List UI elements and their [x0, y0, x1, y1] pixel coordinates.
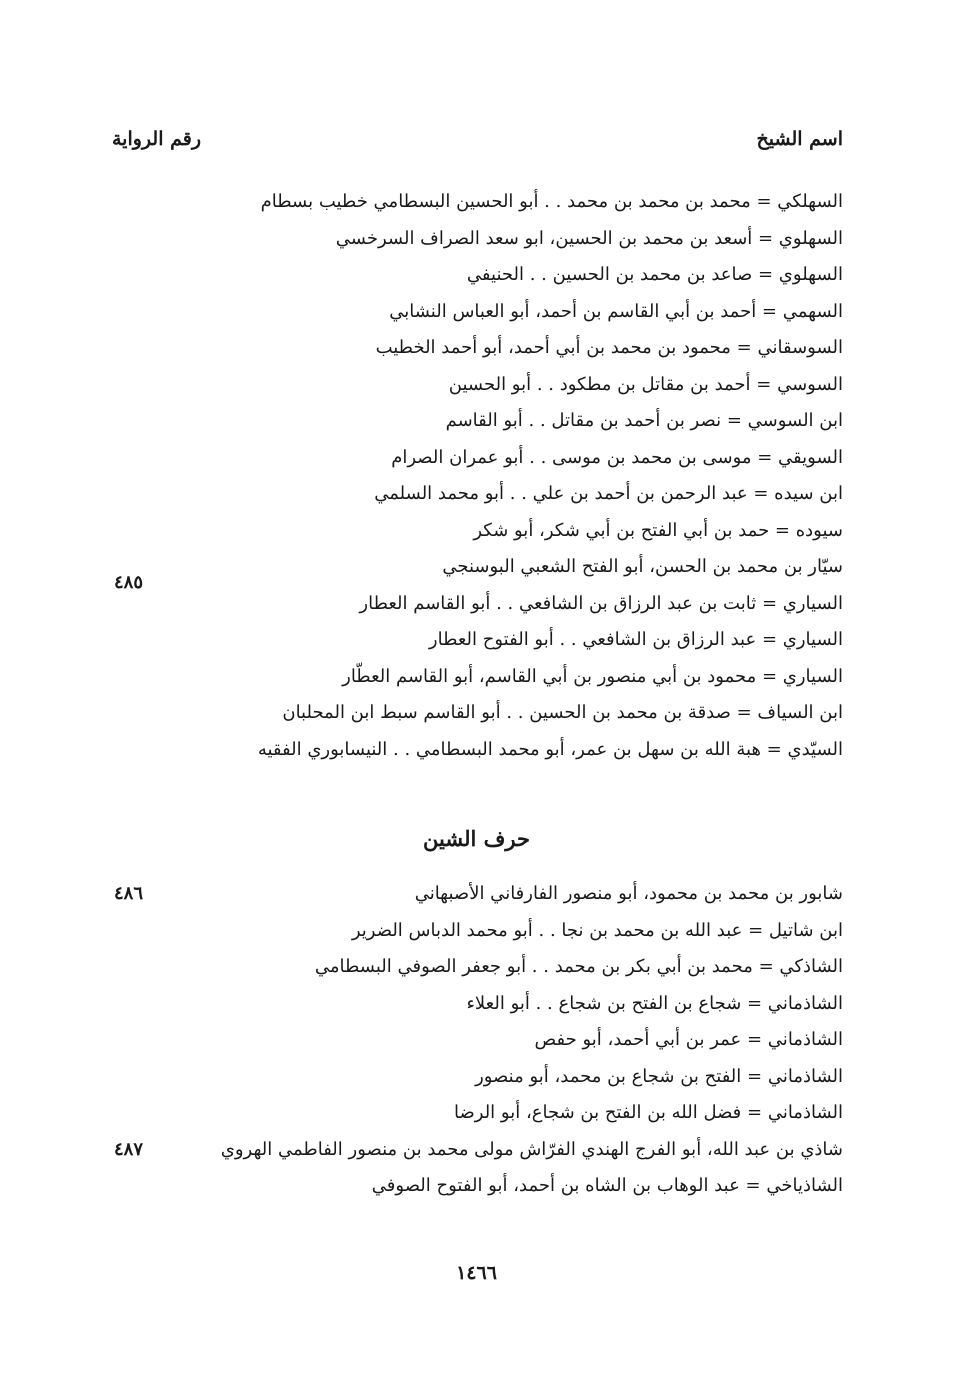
narration-number: ٤٨٥ — [114, 572, 144, 593]
entry-row: ابن شاتيل = عبد الله بن محمد بن نجا . . أبو محمد الدباس الضرير — [351, 919, 843, 941]
entry-row: السويقي = موسى بن محمد بن موسى . . أبو عمران الصرام — [391, 446, 843, 468]
entry-row: الشاذماني = عمر بن أبي أحمد، أبو حفص — [534, 1029, 843, 1050]
entry-row: السيّدي = هبة الله بن سهل بن عمر، أبو محمد البسطامي . . النيسابوري الفقيه — [257, 738, 843, 760]
entry-row: السهلكي = محمد بن محمد بن محمد . . أبو الحسين البسطامي خطيب بسطام — [260, 191, 843, 212]
entry-row: الشاذياخي = عبد الوهاب بن الشاه بن أحمد، أبو الفتوح الصوفي — [371, 1175, 843, 1196]
entry-list-part-1 — [203, 184, 843, 768]
entry-row: الشاذماني = شجاع بن الفتح بن شجاع . . أبو العلاء — [466, 992, 843, 1014]
entry-list-part-2 — [203, 876, 843, 1205]
entry-row: الشاذكي = محمد بن أبي بكر بن محمد . . أبو جعفر الصوفي البسطامي — [314, 956, 843, 977]
page-number: ١٤٦٦ — [456, 1262, 497, 1284]
entry-row: سيوده = حمد بن أبي الفتح بن أبي شكر، أبو شكر — [473, 519, 843, 541]
entry-row: ابن السوسي = نصر بن أحمد بن مقاتل . . أبو القاسم — [445, 410, 843, 431]
entry-row: السياري = محمود بن أبي منصور بن أبي القاسم، أبو القاسم العطّار — [342, 665, 843, 687]
entry-row: الشاذماني = فضل الله بن الفتح بن شجاع، أبو الرضا — [454, 1102, 843, 1123]
narration-number: ٤٨٧ — [114, 1138, 144, 1160]
entry-row: السوسقاني = محمود بن محمد بن أبي أحمد، أبو أحمد الخطيب — [375, 337, 843, 358]
column-header-sheikh-name: اسم الشيخ — [756, 128, 843, 150]
entry-row: السهمي = أحمد بن أبي القاسم بن أحمد، أبو العباس النشابي — [389, 300, 843, 322]
entry-row: شاذي بن عبد الله، أبو الفرج الهندي الفرّاش مولى محمد بن منصور الفاطمي الهروي — [220, 1138, 843, 1160]
narration-number: ٤٨٦ — [114, 883, 144, 904]
column-header-narration-number: رقم الرواية — [112, 128, 201, 150]
entry-row: سيّار بن محمد بن الحسن، أبو الفتح الشعبي البوسنجي — [442, 556, 843, 577]
entry-row: شابور بن محمد بن محمود، أبو منصور الفارفاني الأصبهاني — [414, 883, 843, 904]
entry-row: السوسي = أحمد بن مقاتل بن مطكود . . أبو الحسين — [448, 373, 843, 395]
entry-row: الشاذماني = الفتح بن شجاع بن محمد، أبو منصور — [475, 1065, 843, 1087]
entry-row: السهلوي = أسعد بن محمد بن الحسين، ابو سعد الصراف السرخسي — [335, 227, 843, 249]
entry-row: ابن السياف = صدقة بن محمد بن الحسين . . أبو القاسم سبط ابن المحلبان — [282, 702, 843, 723]
entry-row: السياري = عبد الرزاق بن الشافعي . . أبو الفتوح العطار — [428, 629, 843, 650]
section-title: حرف الشين — [423, 826, 530, 851]
entry-row: السهلوي = صاعد بن محمد بن الحسين . . الحنيفي — [466, 264, 843, 285]
entry-row: ابن سيده = عبد الرحمن بن أحمد بن علي . . أبو محمد السلمي — [374, 483, 843, 504]
entry-row: السياري = ثابت بن عبد الرزاق بن الشافعي . . أبو القاسم العطار — [359, 592, 843, 614]
